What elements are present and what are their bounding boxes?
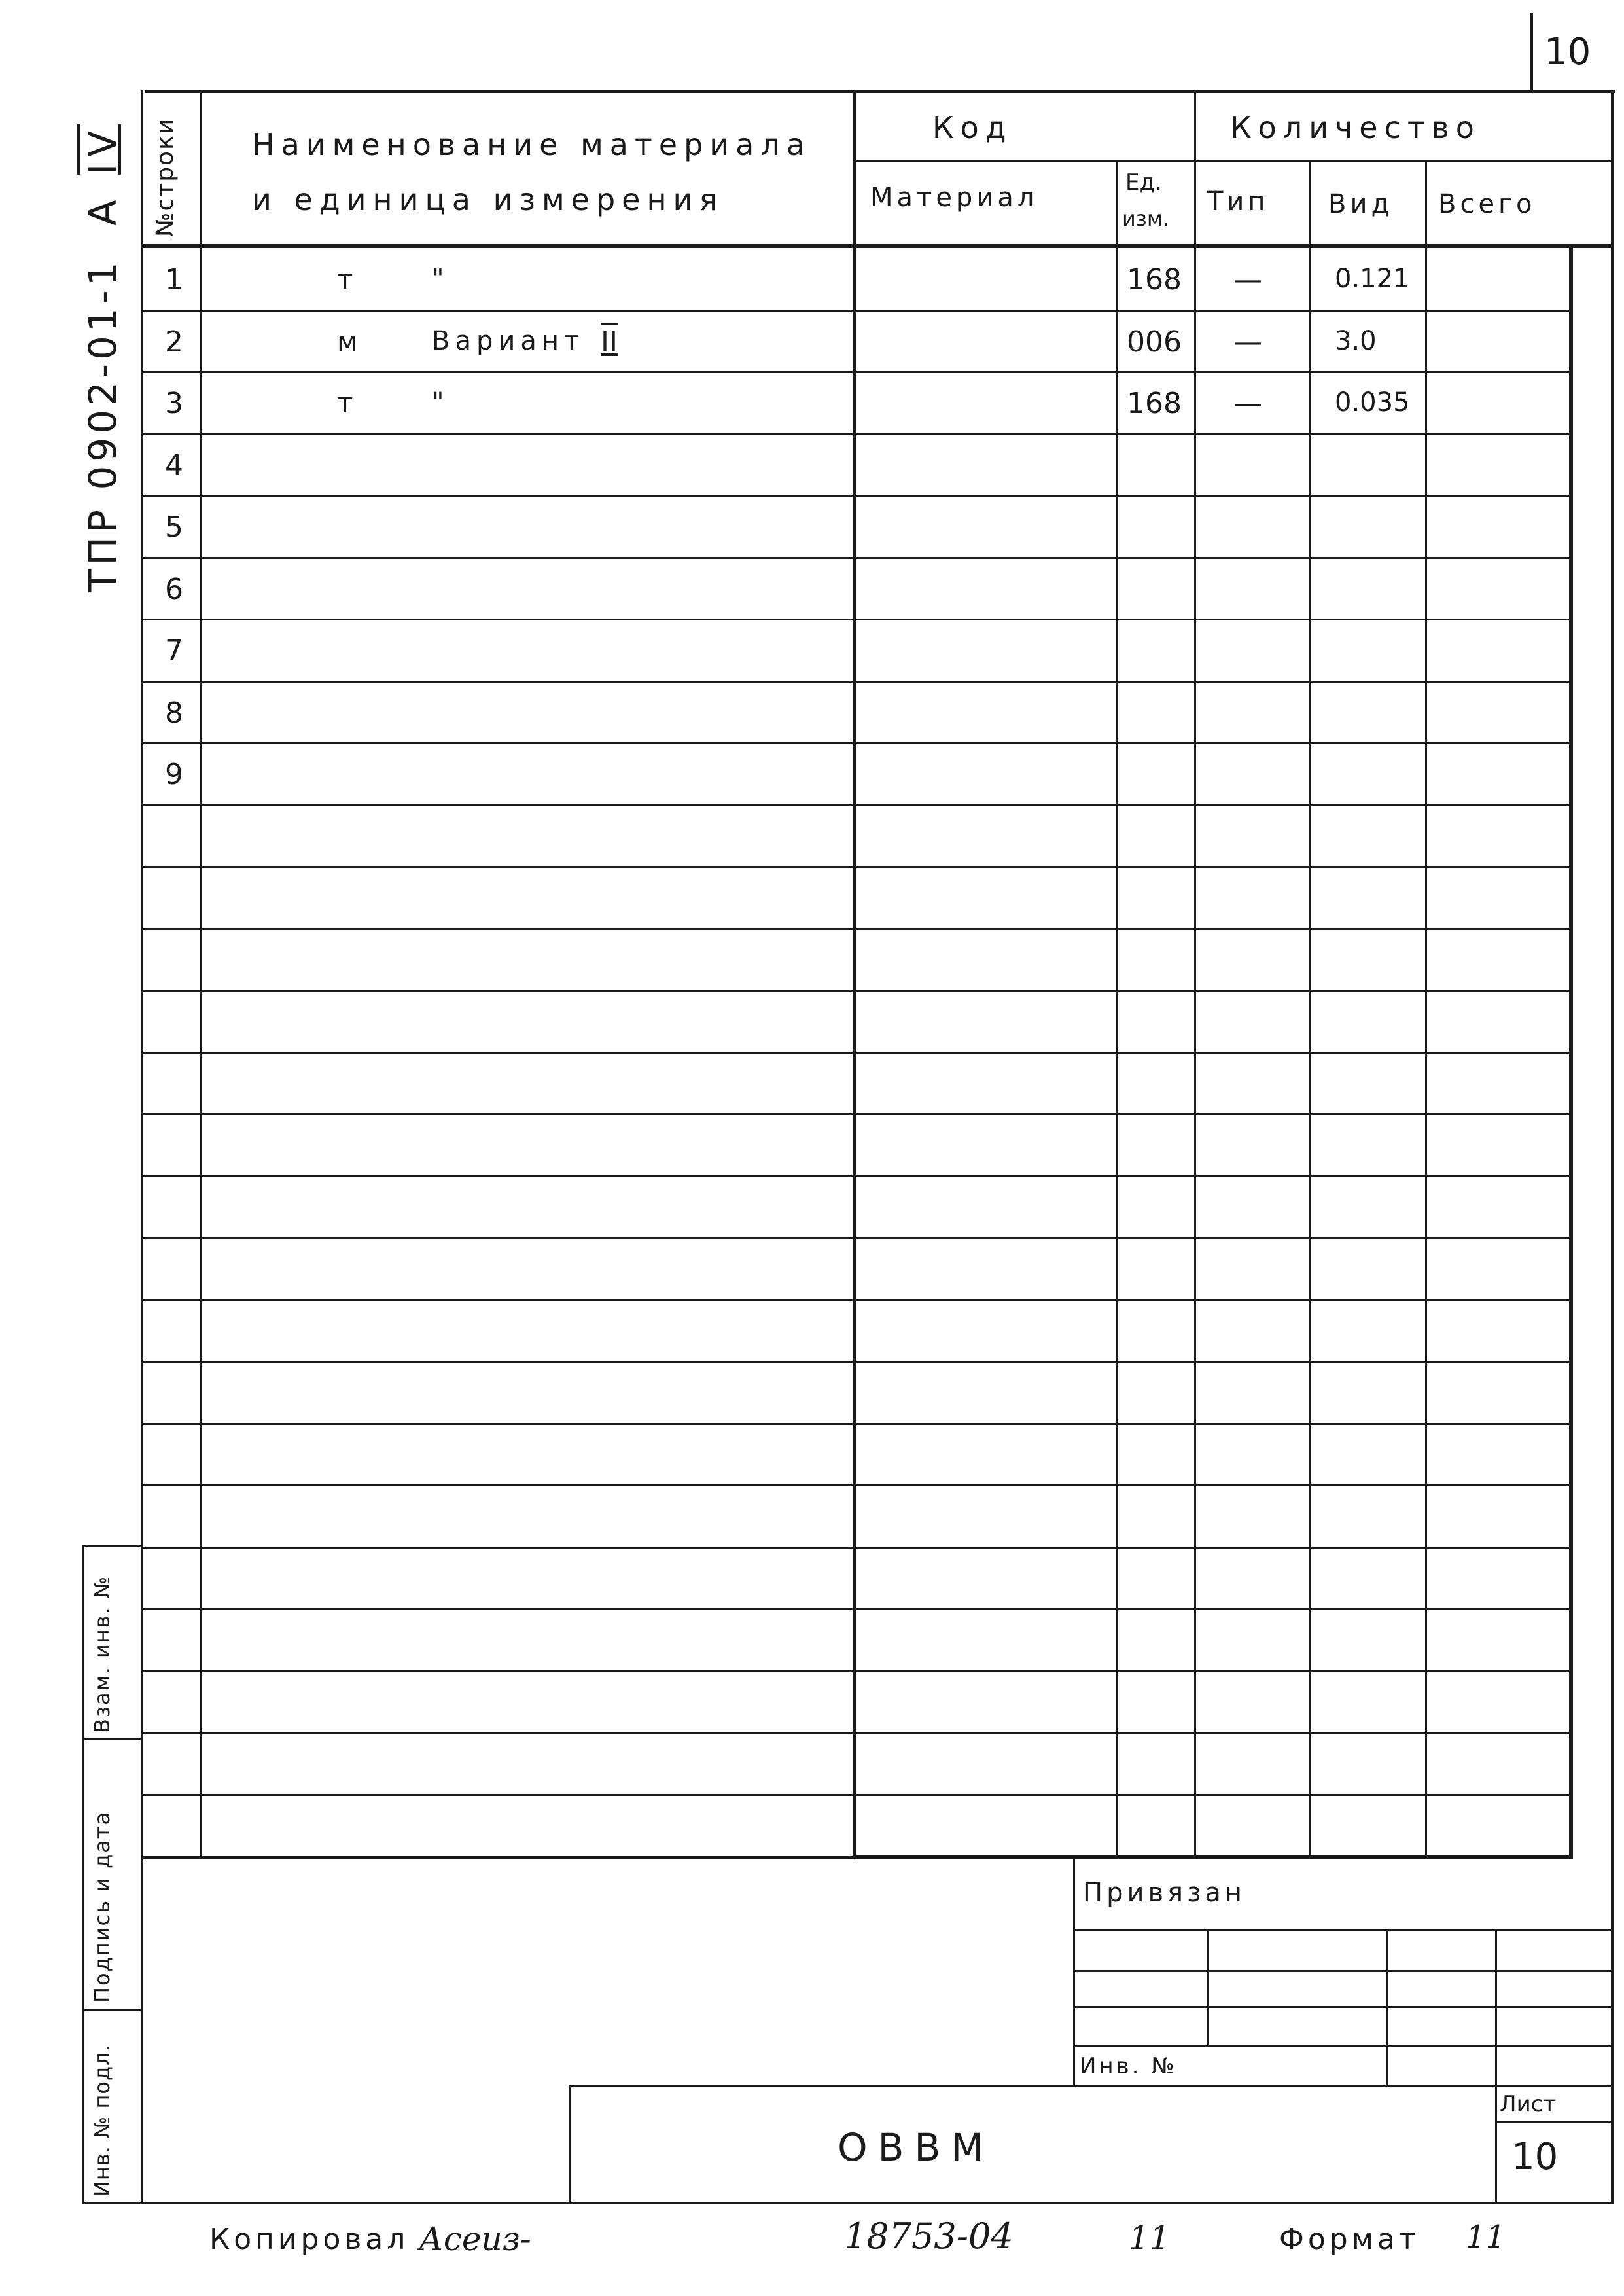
margin-bottom <box>82 2202 143 2204</box>
row-type: — <box>1233 325 1262 359</box>
header-code: Код <box>932 110 1013 145</box>
row-type: — <box>1233 387 1262 420</box>
margin-split-1 <box>82 1738 143 1740</box>
header-material: Материал <box>870 183 1038 213</box>
margin-vzam <box>92 1575 113 1733</box>
row-unit-code: 168 <box>1127 263 1182 296</box>
header-split <box>855 160 1614 162</box>
row-name-unit: т <box>337 387 353 419</box>
header-bottom <box>141 244 1614 248</box>
row-line <box>143 804 1572 806</box>
row-line <box>143 1113 1572 1115</box>
row-line <box>143 1608 1572 1610</box>
row-number: 5 <box>165 511 183 544</box>
stamp-v-2 <box>1207 1929 1209 2045</box>
row-number: 4 <box>165 449 183 482</box>
row-line <box>143 866 1572 868</box>
stamp-h-4 <box>1073 2045 1614 2047</box>
side-code <box>80 258 125 592</box>
stamp-v-4 <box>1495 1929 1497 2204</box>
header-name-line2: и единица измерения <box>252 182 724 217</box>
margin-vzam-text: Взам. инв. № <box>90 1575 115 1733</box>
row-name-unit: т <box>337 263 353 295</box>
header-unit-1: Ед. <box>1125 170 1162 196</box>
row-line <box>143 742 1572 744</box>
header-name-line1: Наименование материала <box>252 127 811 162</box>
stamp-sheet-label: Лист <box>1500 2091 1557 2117</box>
frame-right <box>1611 90 1614 2203</box>
row-line <box>143 1361 1572 1363</box>
stamp-h-3 <box>1073 2006 1614 2008</box>
col-line-type <box>1194 90 1196 1857</box>
row-number: 7 <box>165 634 183 668</box>
side-code-text: ТПР 0902-01-1 <box>80 258 125 592</box>
stamp-sheet-split <box>1495 2121 1614 2123</box>
header-kind: Вид <box>1328 189 1394 219</box>
row-name-variant: II <box>601 325 618 359</box>
row-line <box>143 928 1572 930</box>
row-line <box>143 310 1572 312</box>
stamp-h-2 <box>1073 1970 1614 1972</box>
row-number: 3 <box>165 387 183 420</box>
stamp-inv-no: Инв. № <box>1080 2053 1177 2079</box>
margin-inv-podl-text: Инв. № подл. <box>90 2044 115 2197</box>
header-row-no <box>154 118 177 237</box>
col-line-unit <box>1116 160 1118 1857</box>
row-line <box>143 1299 1572 1301</box>
row-unit-code: 006 <box>1127 325 1182 359</box>
frame-top <box>145 90 1615 93</box>
header-type: Тип <box>1207 187 1269 217</box>
row-kind: 3.0 <box>1335 326 1377 356</box>
stamp-title: ОВВМ <box>838 2125 995 2170</box>
row-number: 1 <box>165 263 183 296</box>
row-name-ref: Вариант <box>432 326 585 356</box>
stamp-privyazan: Привязан <box>1083 1878 1246 1908</box>
corner-divider <box>1530 13 1533 92</box>
stamp-h-1 <box>1073 1929 1614 1931</box>
margin-col-left <box>82 1545 84 2204</box>
row-line <box>143 619 1572 620</box>
header-row-no-text: №строки <box>152 117 179 237</box>
row-number: 9 <box>165 758 183 791</box>
row-kind: 0.121 <box>1335 264 1410 294</box>
footer-signature: Асеиз- <box>419 2220 531 2258</box>
stamp-v-3 <box>1386 1929 1388 2087</box>
row-line <box>143 371 1572 373</box>
frame-left <box>141 90 143 2203</box>
row-unit-code: 168 <box>1127 387 1182 420</box>
row-line <box>143 1670 1572 1672</box>
row-line <box>143 1423 1572 1425</box>
header-quantity: Количество <box>1230 110 1481 145</box>
row-line <box>143 1052 1572 1054</box>
footer-format-label: Формат <box>1279 2223 1420 2256</box>
row-name-unit: м <box>337 325 358 357</box>
col-line-kind <box>1309 160 1311 1857</box>
row-kind: 0.035 <box>1335 387 1410 418</box>
row-line <box>143 557 1572 559</box>
row-name-ref: " <box>432 264 450 294</box>
row-line <box>143 1484 1572 1486</box>
footer-order-sheet: 11 <box>1129 2219 1171 2257</box>
row-line <box>143 1732 1572 1734</box>
margin-top <box>82 1545 143 1547</box>
row-line <box>143 495 1572 497</box>
row-number: 6 <box>165 573 183 606</box>
side-album <box>80 124 125 226</box>
row-number: 8 <box>165 696 183 730</box>
row-line <box>143 433 1572 435</box>
row-line <box>143 681 1572 683</box>
frame-bottom <box>141 2202 1614 2204</box>
stamp-sheet-no: 10 <box>1511 2136 1559 2178</box>
col-line-total <box>1425 160 1427 1857</box>
margin-podpis-text: Подпись и дата <box>90 1810 115 2003</box>
col-line-rowno <box>200 90 202 1857</box>
row-type: — <box>1233 263 1262 296</box>
footer-order-no: 18753-04 <box>844 2215 1014 2257</box>
row-number: 2 <box>165 325 183 359</box>
margin-inv-podl <box>92 2044 113 2197</box>
row-name-ref: " <box>432 387 450 418</box>
margin-podpis <box>92 1811 113 2003</box>
table-bottom <box>141 1857 855 1859</box>
side-album-roman: IV <box>80 124 125 175</box>
row-line <box>143 1175 1572 1177</box>
margin-split-2 <box>82 2009 143 2011</box>
row-line <box>143 1794 1572 1796</box>
footer-format-value: 11 <box>1466 2219 1506 2255</box>
table-bottom-thick <box>853 1855 1573 1859</box>
stamp-vline-1 <box>1073 1857 1075 2087</box>
stamp-title-left <box>569 2085 571 2204</box>
header-unit-2: изм. <box>1122 206 1170 231</box>
header-total: Всего <box>1438 189 1536 219</box>
row-line <box>143 1547 1572 1549</box>
row-line <box>143 1237 1572 1239</box>
sheet-corner-number: 10 <box>1544 31 1591 73</box>
row-line <box>143 990 1572 992</box>
side-album-letter: А <box>80 193 125 226</box>
footer-copied: Копировал <box>209 2223 410 2256</box>
col-line-material <box>853 90 856 1857</box>
stamp-title-top <box>569 2085 1614 2087</box>
